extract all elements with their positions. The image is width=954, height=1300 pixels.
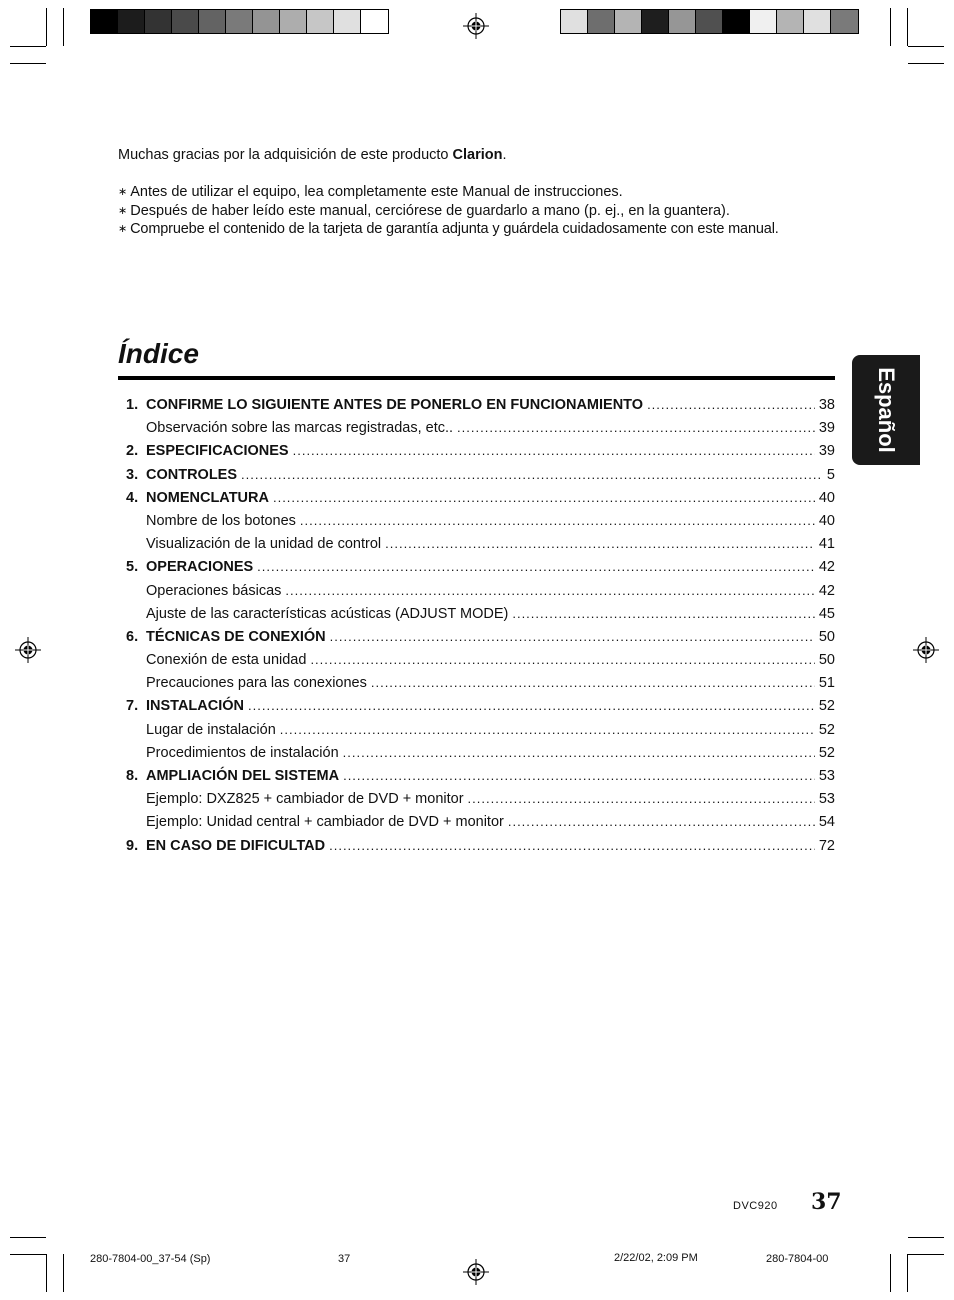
toc-row — [126, 602, 835, 625]
toc-leader-dots — [468, 787, 815, 810]
toc-row — [126, 509, 835, 532]
note-item — [118, 184, 623, 200]
toc-page-number: 72 — [818, 837, 835, 854]
toc-row — [126, 648, 835, 671]
toc-label: Ajuste de las características acústicas (ADJUST MODE) — [146, 605, 509, 622]
toc-number: 5. — [126, 559, 139, 576]
crop-mark — [908, 1254, 944, 1255]
toc-leader-dots — [280, 718, 815, 741]
intro-text — [118, 147, 506, 163]
color-swatch — [334, 10, 361, 33]
toc-label: CONFIRME LO SIGUIENTE ANTES DE PONERLO EN FUNCIONAMIENTO — [146, 397, 644, 413]
crop-mark — [46, 8, 47, 46]
toc-leader-dots — [241, 463, 823, 486]
toc-row — [126, 579, 835, 602]
color-swatch — [615, 10, 642, 33]
brand-name: Clarion — [452, 147, 503, 163]
note-text: Compruebe el contenido de la tarjeta de garantía adjunta y guárdela cuidadosamente con este manual. — [130, 221, 779, 237]
color-calibration-bar-right — [560, 9, 859, 34]
toc-label: NOMENCLATURA — [146, 489, 269, 506]
toc-row — [126, 555, 835, 578]
note-item — [118, 221, 779, 237]
toc-leader-dots — [300, 509, 815, 532]
toc-number: 8. — [126, 768, 139, 784]
toc-row — [126, 764, 835, 787]
toc-row — [126, 694, 835, 717]
page-title: Índice — [118, 338, 199, 369]
footer-file-name: 280-7804-00_37-54 (Sp) — [90, 1253, 211, 1265]
note-text: Después de haber leído este manual, cerciórese de guardarlo a mano (p. ej., en la guantera). — [130, 203, 730, 219]
registration-mark-icon — [15, 637, 41, 663]
crop-mark — [10, 1254, 46, 1255]
crop-mark — [63, 1254, 64, 1292]
color-swatch — [723, 10, 750, 33]
toc-leader-dots — [329, 834, 815, 857]
crop-mark — [908, 1237, 944, 1238]
toc-page-number: 40 — [818, 489, 835, 506]
color-swatch — [199, 10, 226, 33]
toc-page-number: 52 — [818, 744, 835, 761]
toc-row — [126, 625, 835, 648]
footer-code: 280-7804-00 — [766, 1253, 829, 1265]
crop-mark — [890, 1254, 891, 1292]
toc-number: 9. — [126, 837, 139, 854]
toc-page-number: 53 — [818, 768, 835, 784]
toc-label: TÉCNICAS DE CONEXIÓN — [146, 628, 326, 645]
language-tab-label: Español — [874, 367, 899, 453]
toc-page-number: 45 — [818, 605, 835, 622]
registration-mark-icon — [463, 1259, 489, 1285]
crop-mark — [10, 1237, 46, 1238]
toc-number: 1. — [126, 397, 139, 413]
toc-label: Ejemplo: Unidad central + cambiador de DVD + monitor — [146, 814, 504, 831]
toc-row — [126, 416, 835, 439]
color-calibration-bar-left — [90, 9, 389, 34]
crop-mark — [10, 63, 46, 64]
color-swatch — [669, 10, 696, 33]
toc-page-number: 50 — [818, 652, 835, 669]
crop-mark — [908, 46, 944, 47]
model-name: DVC920 — [733, 1200, 778, 1212]
toc-label: OPERACIONES — [146, 559, 254, 576]
toc-label: CONTROLES — [146, 466, 238, 483]
table-of-contents — [126, 393, 835, 857]
toc-label: INSTALACIÓN — [146, 698, 245, 715]
crop-mark — [907, 1254, 908, 1292]
toc-number: 6. — [126, 628, 139, 645]
title-rule — [118, 376, 835, 380]
toc-row — [126, 393, 835, 416]
toc-row — [126, 718, 835, 741]
toc-label: Operaciones básicas — [146, 582, 282, 599]
registration-mark-icon — [463, 13, 489, 39]
color-swatch — [118, 10, 145, 33]
toc-leader-dots — [310, 648, 814, 671]
toc-page-number: 53 — [818, 791, 835, 808]
crop-mark — [63, 8, 64, 46]
toc-page-number: 39 — [818, 420, 835, 437]
registration-mark-icon — [913, 637, 939, 663]
toc-label: Visualización de la unidad de control — [146, 536, 382, 553]
color-swatch — [642, 10, 669, 33]
toc-row — [126, 532, 835, 555]
toc-leader-dots — [385, 532, 815, 555]
toc-leader-dots — [508, 810, 815, 833]
toc-number: 3. — [126, 466, 139, 483]
crop-mark — [46, 1254, 47, 1292]
note-text: Antes de utilizar el equipo, lea completamente este Manual de instrucciones. — [130, 184, 623, 200]
toc-leader-dots — [512, 602, 815, 625]
toc-page-number: 39 — [818, 443, 835, 460]
toc-row — [126, 463, 835, 486]
crop-mark — [890, 8, 891, 46]
toc-leader-dots — [257, 555, 815, 578]
toc-label: Precauciones para las conexiones — [146, 675, 367, 692]
toc-leader-dots — [330, 625, 815, 648]
toc-leader-dots — [293, 439, 815, 462]
asterisk-icon: ∗ — [118, 186, 128, 198]
toc-page-number: 52 — [818, 721, 835, 738]
toc-row — [126, 834, 835, 857]
toc-page-number: 52 — [818, 698, 835, 715]
toc-label: AMPLIACIÓN DEL SISTEMA — [146, 768, 340, 784]
color-swatch — [831, 10, 858, 33]
toc-leader-dots — [647, 393, 815, 416]
toc-number: 4. — [126, 489, 139, 506]
toc-page-number: 50 — [818, 628, 835, 645]
color-swatch — [145, 10, 172, 33]
color-swatch — [696, 10, 723, 33]
asterisk-icon: ∗ — [118, 223, 128, 235]
toc-leader-dots — [457, 416, 815, 439]
toc-number: 7. — [126, 698, 139, 715]
crop-mark — [10, 46, 46, 47]
toc-row — [126, 810, 835, 833]
toc-page-number: 54 — [818, 814, 835, 831]
toc-page-number: 38 — [818, 397, 835, 413]
toc-label: Ejemplo: DXZ825 + cambiador de DVD + monitor — [146, 791, 464, 808]
color-swatch — [226, 10, 253, 33]
asterisk-icon: ∗ — [118, 205, 128, 217]
color-swatch — [307, 10, 334, 33]
toc-leader-dots — [273, 486, 815, 509]
crop-mark — [908, 63, 944, 64]
toc-row — [126, 671, 835, 694]
toc-label: Procedimientos de instalación — [146, 744, 339, 761]
toc-number: 2. — [126, 443, 139, 460]
toc-page-number: 5 — [826, 466, 835, 483]
intro-text-after: . — [502, 147, 507, 163]
color-swatch — [750, 10, 777, 33]
toc-label: Lugar de instalación — [146, 721, 276, 738]
footer-date: 2/22/02, 2:09 PM — [614, 1252, 698, 1264]
toc-label: Observación sobre las marcas registradas, etc.. — [146, 420, 454, 437]
toc-row — [126, 486, 835, 509]
color-swatch — [588, 10, 615, 33]
toc-label: EN CASO DE DIFICULTAD — [146, 837, 326, 854]
toc-leader-dots — [371, 671, 815, 694]
crop-mark — [907, 8, 908, 46]
color-swatch — [777, 10, 804, 33]
toc-page-number: 51 — [818, 675, 835, 692]
color-swatch — [172, 10, 199, 33]
footer-sheet-number: 37 — [338, 1253, 351, 1265]
color-swatch — [91, 10, 118, 33]
color-swatch — [561, 10, 588, 33]
toc-leader-dots — [285, 579, 814, 602]
toc-leader-dots — [343, 764, 815, 787]
toc-page-number: 41 — [818, 536, 835, 553]
toc-page-number: 42 — [818, 559, 835, 576]
color-swatch — [804, 10, 831, 33]
page-number: 37 — [811, 1189, 842, 1215]
color-swatch — [280, 10, 307, 33]
toc-page-number: 42 — [818, 582, 835, 599]
intro-text-before: Muchas gracias por la adquisición de este producto — [118, 147, 453, 163]
color-swatch — [253, 10, 280, 33]
toc-label: Nombre de los botones — [146, 512, 296, 529]
toc-row — [126, 741, 835, 764]
toc-leader-dots — [343, 741, 815, 764]
toc-page-number: 40 — [818, 512, 835, 529]
toc-row — [126, 787, 835, 810]
toc-leader-dots — [248, 694, 815, 717]
toc-label: ESPECIFICACIONES — [146, 443, 289, 460]
toc-row — [126, 439, 835, 462]
color-swatch — [361, 10, 388, 33]
note-item — [118, 203, 730, 219]
toc-label: Conexión de esta unidad — [146, 652, 307, 669]
